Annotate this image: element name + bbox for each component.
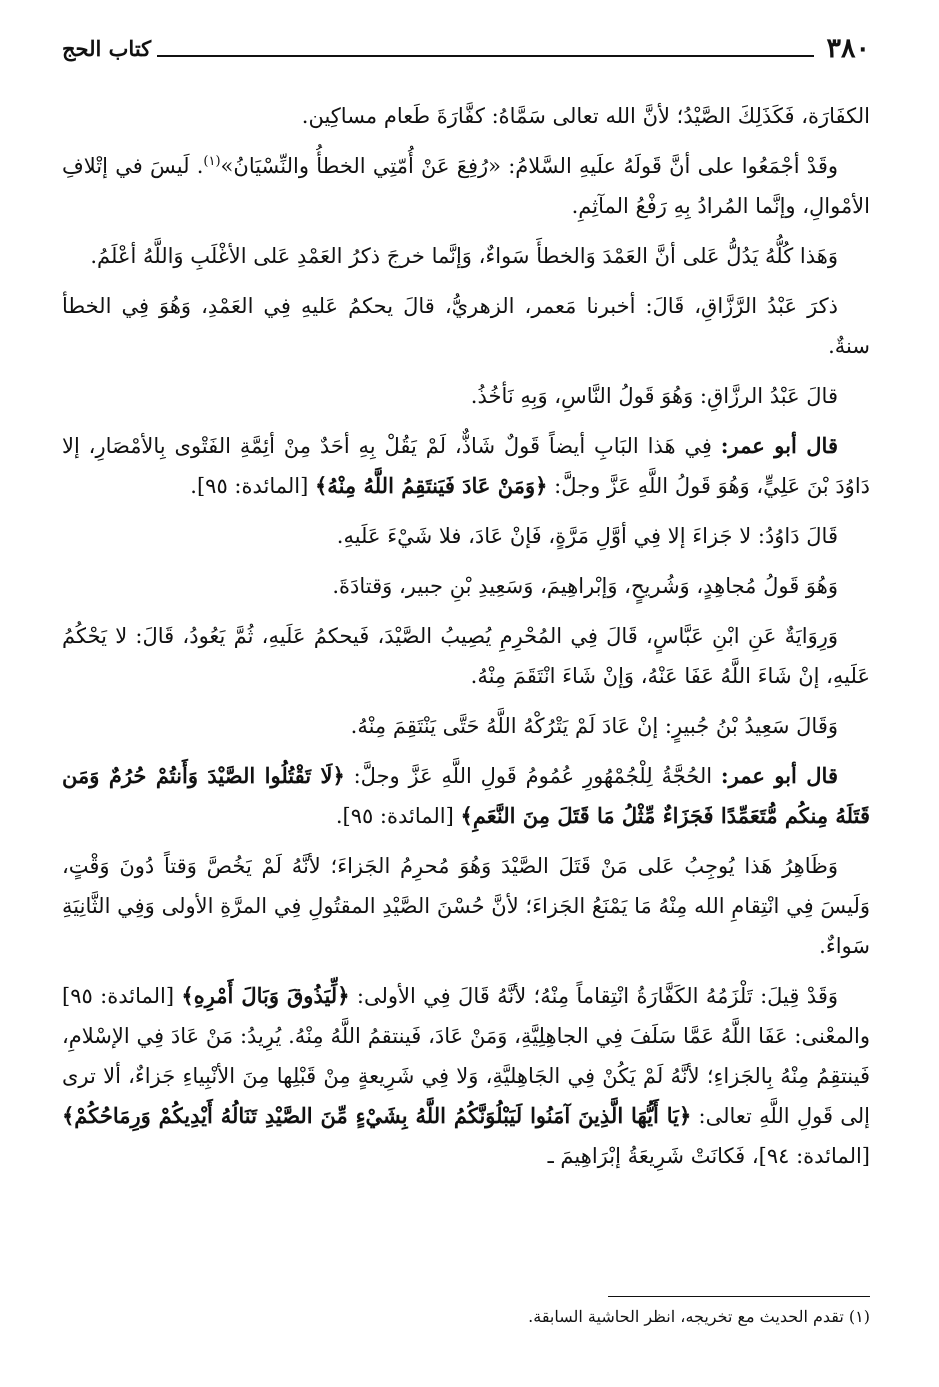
- quran-verse: ﴿وَمَنْ عَادَ فَيَنتَقِمُ اللَّهُ مِنْهُ﴾: [315, 473, 548, 498]
- quran-verse: ﴿لِّيَذُوقَ وَبَالَ أَمْرِهِ﴾: [181, 983, 350, 1008]
- paragraph: [62, 846, 870, 966]
- paragraph-text: ذكرَ عَبْدُ الرَّزَّاقِ، قَالَ: أخبرنا مَعمر، الزهريُّ، قالَ يحكمُ عَليهِ فِي العَمْدِ، وَهُوَ فِي الخطأ سنةٌ.: [62, 294, 870, 358]
- paragraph: [62, 426, 870, 506]
- paragraph-text: وَقَدْ قِيلَ: تَلْزَمُهُ الكَفَّارَةُ انْتِقاماً مِنْهُ؛ لأنَّهُ قَالَ فِي الأولى:: [349, 984, 838, 1008]
- paragraph-text: الكفَارَة، فَكَذَلِكَ الصَّيْدُ؛ لأنَّ الله تعالى سَمَّاهُ: كفَّارَةَ طَعام مساكِين.: [301, 104, 870, 128]
- paragraph-text: وَرِوَايَةٌ عَنِ ابْنِ عَبَّاسٍ، قَالَ فِي المُحْرِمِ يُصِيبُ الصَّيْدَ، فَيحكمُ عَلَيهِ، ثُمَّ يَعُودُ، قَالَ: لا يَحْكُمُ عَلَيهِ، إنْ شَاءَ اللَّهُ عَفَا عَنْهُ، وَإنْ شَاءَ انْتَقَمَ مِنْهُ.: [62, 624, 870, 688]
- verse-reference: [المائدة: ٩٥] والمعْنى: عَفَا اللَّهُ عَمَّا سَلَفَ فِي الجاهِلِيَّةِ، وَمَنْ عَادَ، فَينتقمُ اللَّهُ مِنْهُ. يُرِيدُ: مَنْ عَادَ فِي الإسْلامِ، فَينتقِمُ مِنْهُ بِالجَزاءِ؛ لأنَّهُ لَمْ يَكُنْ فِي الجَاهِليَّةِ، وَلا فِي شَرِيعةٍ مِنْ قَبْلِها مِنَ الأنْبِياءِ جَزاءٌ، ألا ترى إلى قَولِ اللَّهِ تعالى:: [62, 984, 870, 1128]
- main-text: [62, 96, 870, 1186]
- speaker-label: قال أبو عمر:: [720, 763, 838, 788]
- paragraph-text: وَقَالَ سَعِيدُ بْنُ جُبيرٍ: إنْ عَادَ لَمْ يَتْرُكْهُ اللَّهُ حَتَّى يَنْتَقِمَ مِنْهُ.: [350, 714, 838, 738]
- paragraph: [62, 96, 870, 136]
- verse-reference: [المائدة: ٩٥].: [335, 804, 461, 828]
- header-rule: [157, 55, 814, 57]
- paragraph: [62, 756, 870, 836]
- quran-verse: ﴿يَا أَيُّهَا الَّذِينَ آمَنُوا لَيَبْلُوَنَّكُمُ اللَّهُ بِشَيْءٍ مِّنَ الصَّيْدِ تَنَالُهُ أَيْدِيكُمْ وَرِمَاحُكُمْ﴾: [62, 1103, 692, 1128]
- page-header: [62, 24, 870, 64]
- paragraph: [62, 706, 870, 746]
- paragraph: [62, 566, 870, 606]
- paragraph: [62, 146, 870, 226]
- paragraph-text: وقَدْ أجْمَعُوا على أنَّ قَولَهُ علَيهِ السَّلامُ: «رُفِعَ عَنْ أُمّتِي الخطأُ والنِّسْيَانُ»: [220, 154, 838, 178]
- paragraph-text: وَهُوَ قَولُ مُجاهِدٍ، وَشُريحٍ، وَإبْراهِيمَ، وَسَعِيدِ بْنِ جبير، وَقتادَةَ.: [332, 574, 838, 598]
- paragraph: [62, 376, 870, 416]
- paragraph-text: فِي هَذا البَابِ أيضاً قَولٌ شَاذٌّ، لَمْ يَقُلْ بِهِ أحَدٌ مِنْ أئِمَّةِ الفَتْوى بِالأمْصَارِ، إلا دَاوُدَ بْنَ عَلِيٍّ، وَهُوَ قَولُ اللَّهِ عَزَّ وجلَّ:: [62, 434, 870, 498]
- paragraph-text: وَظَاهِرُ هَذا يُوجِبُ عَلى مَنْ قَتَلَ الصَّيْدَ وَهُوَ مُحرِمُ الجَزاءَ؛ لأنَّهُ لَمْ يَخُصَّ وَقتاً دُونَ وَقْتٍ، وَلَيسَ فِي انْتِقامِ الله مِنْهُ مَا يَمْنَعُ الجَزاءَ؛ لأنَّ حُسْنَ الصَّيْدِ المقتُولِ فِي المرَّةِ الأولى وَفِي الثَّانِيَةِ سَواءٌ.: [62, 854, 870, 958]
- footnote-reference[interactable]: (١): [203, 154, 221, 169]
- page-number: ٣٨٠: [826, 33, 870, 64]
- paragraph-text: الحُجَّةُ لِلْجُمْهُورِ عُمُومُ قَولِ اللَّهِ عَزَّ وجلَّ:: [344, 764, 721, 788]
- footnotes: [62, 1304, 870, 1330]
- paragraph: [62, 976, 870, 1176]
- verse-reference: [المائدة: ٩٤]، فَكانَتْ شَرِيعَةُ إبْرَاهِيمَ ـ: [547, 1144, 870, 1168]
- paragraph-text: وَهَذا كُلُّهُ يَدُلُّ عَلى أنَّ العَمْدَ وَالخطأَ سَواءٌ، وَإنَّما خرجَ ذكرُ العَمْدِ عَلى الأغْلَبِ وَاللَّهُ أعْلَمُ.: [90, 244, 838, 268]
- verse-reference: [المائدة: ٩٥].: [190, 474, 315, 498]
- footnote: (١) تقدم الحديث مع تخريجه، انظر الحاشية السابقة.: [528, 1307, 870, 1326]
- paragraph-text: قَالَ دَاوُدُ: لا جَزاءَ إلا فِي أوَّلِ مَرَّةٍ، فَإنْ عَادَ، فلا شَيْءَ عَلَيهِ.: [336, 524, 838, 548]
- paragraph-text: . لَيسَ في إتْلافِ الأمْوالِ، وإنَّما المُرادُ بِهِ رَفْعُ المآثِمِ.: [62, 154, 870, 218]
- paragraph: [62, 516, 870, 556]
- speaker-label: قال أبو عمر:: [720, 433, 838, 458]
- paragraph: [62, 616, 870, 696]
- paragraph: [62, 286, 870, 366]
- running-title: كتاب الحج: [62, 36, 152, 61]
- paragraph-text: قالَ عَبْدُ الرزَّاقِ: وَهُوَ قَولُ النَّاسِ، وَبِهِ نَأخُذُ.: [470, 384, 838, 408]
- footnote-rule: [608, 1296, 870, 1297]
- paragraph: [62, 236, 870, 276]
- quran-verse: ﴿لَا تَقْتُلُوا الصَّيْدَ وَأَنتُمْ حُرُمٌ وَمَن قَتَلَهُ مِنكُم مُّتَعَمِّدًا فَجَزَاءٌ مِّثْلُ مَا قَتَلَ مِنَ النَّعَمِ﴾: [62, 763, 870, 828]
